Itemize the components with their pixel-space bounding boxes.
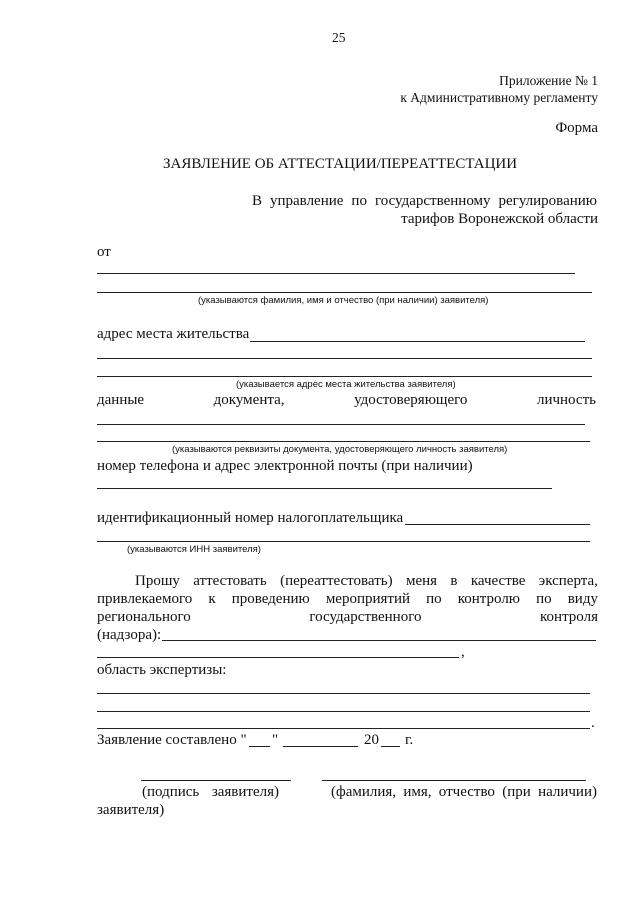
appendix-line-2: к Административному регламенту — [400, 90, 598, 105]
address-label: адрес места жительства — [97, 326, 250, 342]
addressee-line-2: тарифов Воронежской области — [401, 211, 598, 227]
fio-caption: (фамилия, имя, отчество (при наличии) — [331, 784, 597, 800]
hint-name: (указываются фамилия, имя и отчество (при наличии) заявителя) — [198, 295, 489, 306]
document-title: ЗАЯВЛЕНИЕ ОБ АТТЕСТАЦИИ/ПЕРЕАТТЕСТАЦИИ — [163, 156, 518, 172]
doc-line-2[interactable] — [97, 441, 590, 442]
expertise-label: область экспертизы: — [97, 662, 227, 678]
inn-label: идентификационный номер налогоплательщика — [97, 510, 404, 526]
appendix-line-1: Приложение № 1 — [499, 73, 598, 88]
year-field[interactable] — [381, 746, 400, 747]
statement-quote: " — [272, 732, 279, 748]
fio-line[interactable] — [322, 780, 586, 781]
name-line-2[interactable] — [97, 292, 592, 293]
expertise-line-3[interactable] — [97, 728, 590, 729]
doc-line-1[interactable] — [97, 424, 585, 425]
period: . — [591, 715, 595, 731]
comma: , — [461, 644, 465, 660]
statement-year: 20 — [364, 732, 379, 748]
inn-line-2[interactable] — [97, 541, 590, 542]
supervision-line-2[interactable] — [97, 657, 459, 658]
hint-address: (указывается адрес места жительства заявителя) — [236, 379, 456, 390]
request-line-1: Прошу аттестовать (переаттестовать) меня в качестве эксперта, — [135, 573, 598, 589]
addressee-line-1: В управление по государственному регулированию — [252, 193, 597, 209]
statement-label: Заявление составлено " — [97, 732, 247, 748]
hint-doc: (указываются реквизиты документа, удостоверяющего личность заявителя) — [172, 444, 508, 455]
phone-label: номер телефона и адрес электронной почты (при наличии) — [97, 458, 473, 474]
expertise-line-1[interactable] — [97, 693, 590, 694]
address-line-1[interactable] — [250, 341, 585, 342]
inn-line-1[interactable] — [405, 524, 590, 525]
supervision-line-1[interactable] — [162, 640, 596, 641]
month-field[interactable] — [283, 746, 358, 747]
expertise-line-2[interactable] — [97, 711, 590, 712]
applicant-caption: заявителя) — [97, 802, 165, 818]
request-line-2: привлекаемого к проведению мероприятий по контролю по виду — [97, 591, 598, 607]
day-field[interactable] — [249, 746, 270, 747]
form-label: Форма — [555, 120, 598, 136]
from-label: от — [97, 244, 111, 260]
signature-caption: (подпись заявителя) — [142, 784, 279, 800]
hint-inn: (указываются ИНН заявителя) — [127, 544, 261, 555]
doc-label: данные документа, удостоверяющего личность — [97, 392, 596, 408]
request-line-4: (надзора): — [97, 627, 162, 643]
address-line-3[interactable] — [97, 376, 592, 377]
page-number: 25 — [332, 30, 346, 45]
request-line-3: регионального государственного контроля — [97, 609, 598, 625]
name-line-1[interactable] — [97, 273, 575, 274]
phone-line[interactable] — [97, 488, 552, 489]
statement-suffix: г. — [405, 732, 414, 748]
address-line-2[interactable] — [97, 358, 592, 359]
signature-line[interactable] — [141, 780, 291, 781]
